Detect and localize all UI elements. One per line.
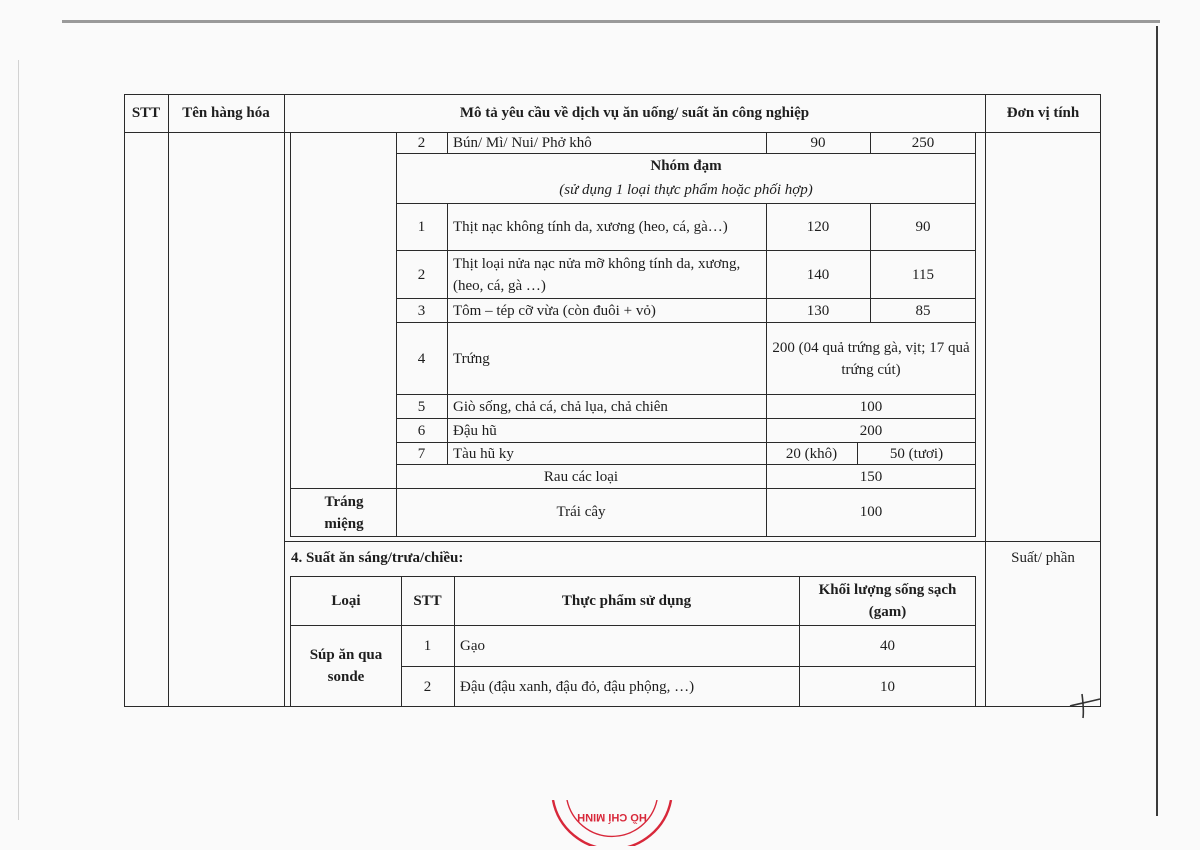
header-stt: STT (131, 104, 161, 121)
cell-stt: 2 (423, 679, 432, 695)
cell-food-name: Trứng (453, 350, 490, 367)
cell-food-name: Thịt loại nửa nạc nửa mỡ không tính da, xương, (heo, cá, gà …) (453, 255, 741, 294)
cell-value-1: 120 (806, 219, 830, 235)
cell-food-name: Giò sống, chả cá, chả lụa, chả chiên (453, 398, 668, 415)
handwritten-mark-icon (1068, 690, 1102, 720)
cell-value: 40 (880, 638, 895, 654)
cell-stt: 5 (417, 398, 426, 415)
group-note-nhom-dam: (sử dụng 1 loại thực phẩm hoặc phối hợp) (559, 182, 813, 198)
cell-stt: 4 (417, 350, 426, 367)
header-mo-ta: Mô tả yêu cầu về dịch vụ ăn uống/ suất ăn công nghiệp (459, 104, 810, 121)
col-divider-ten (284, 94, 285, 707)
red-stamp-seal (547, 800, 677, 846)
cell-value-1: 140 (806, 266, 830, 283)
cell-merged-value: 200 (859, 422, 883, 439)
section4-unit: Suất/ phần (1011, 550, 1075, 566)
cell-stt: 1 (423, 638, 432, 654)
cell-stt: 7 (417, 445, 426, 462)
cell-value-2: 85 (915, 302, 931, 319)
cell-food-name: Tôm – tép cỡ vừa (còn đuôi + vỏ) (453, 302, 656, 319)
section4-divider (284, 541, 1101, 542)
col-divider-stt (168, 94, 169, 707)
cell-value-2: 115 (912, 266, 934, 283)
cell-rau-name: Rau các loại (543, 468, 619, 485)
s4-group-sup: Súp ăn qua sonde (309, 647, 383, 685)
cell-value-1: 20 (khô) (785, 445, 838, 462)
cell-trang-mieng-label: Tráng miệng (324, 494, 364, 532)
s4-header-thuc-pham: Thực phẩm sử dụng (561, 593, 692, 609)
cell-food-name: Tàu hũ ky (453, 445, 514, 462)
cell-stt: 1 (417, 219, 426, 235)
header-don-vi-tinh: Đơn vị tính (1006, 104, 1080, 121)
cell-value-1: 90 (810, 135, 826, 151)
cell-food-name: Đậu hũ (453, 422, 497, 439)
cell-food-name: Bún/ Mì/ Nui/ Phở khô (453, 135, 592, 151)
cell-food-name: Gạo (460, 638, 485, 654)
stamp-text: HỒ CHÍ MINH (577, 811, 647, 823)
cell-food-name: Đậu (đậu xanh, đậu đỏ, đậu phộng, …) (460, 679, 695, 695)
scan-right-edge (1156, 26, 1158, 816)
cell-merged-value: 100 (859, 398, 883, 415)
cell-stt: 3 (417, 302, 426, 319)
cell-value-1: 130 (806, 302, 830, 319)
cell-value-2: 50 (tươi) (889, 445, 944, 462)
cell-value-2: 250 (911, 135, 935, 151)
cell-stt: 2 (417, 135, 426, 151)
cell-food-name: Thịt nạc không tính da, xương (heo, cá, gà…) (453, 219, 728, 235)
page-top-line (62, 20, 1160, 23)
col-divider-mota (985, 94, 986, 707)
cell-value: 10 (880, 679, 895, 695)
cell-stt: 2 (417, 266, 426, 283)
header-ten-hang-hoa: Tên hàng hóa (182, 104, 270, 121)
cell-rau-value: 150 (859, 468, 883, 485)
scan-left-edge (18, 60, 19, 820)
s4-header-stt: STT (413, 593, 442, 609)
section4-title: 4. Suất ăn sáng/trưa/chiều: (291, 550, 464, 566)
s4-header-khoi-luong: Khối lượng sống sạch (gam) (818, 582, 957, 620)
cell-value-2: 90 (915, 219, 931, 235)
group-title-nhom-dam: Nhóm đạm (650, 158, 722, 174)
cell-trang-mieng-value: 100 (859, 504, 883, 520)
cell-trang-mieng-name: Trái cây (556, 504, 606, 520)
s4-header-loai: Loại (331, 593, 361, 609)
cell-stt: 6 (417, 422, 426, 439)
cell-merged-value: 200 (04 quả trứng gà, vịt; 17 quả trứng cút) (772, 339, 970, 378)
